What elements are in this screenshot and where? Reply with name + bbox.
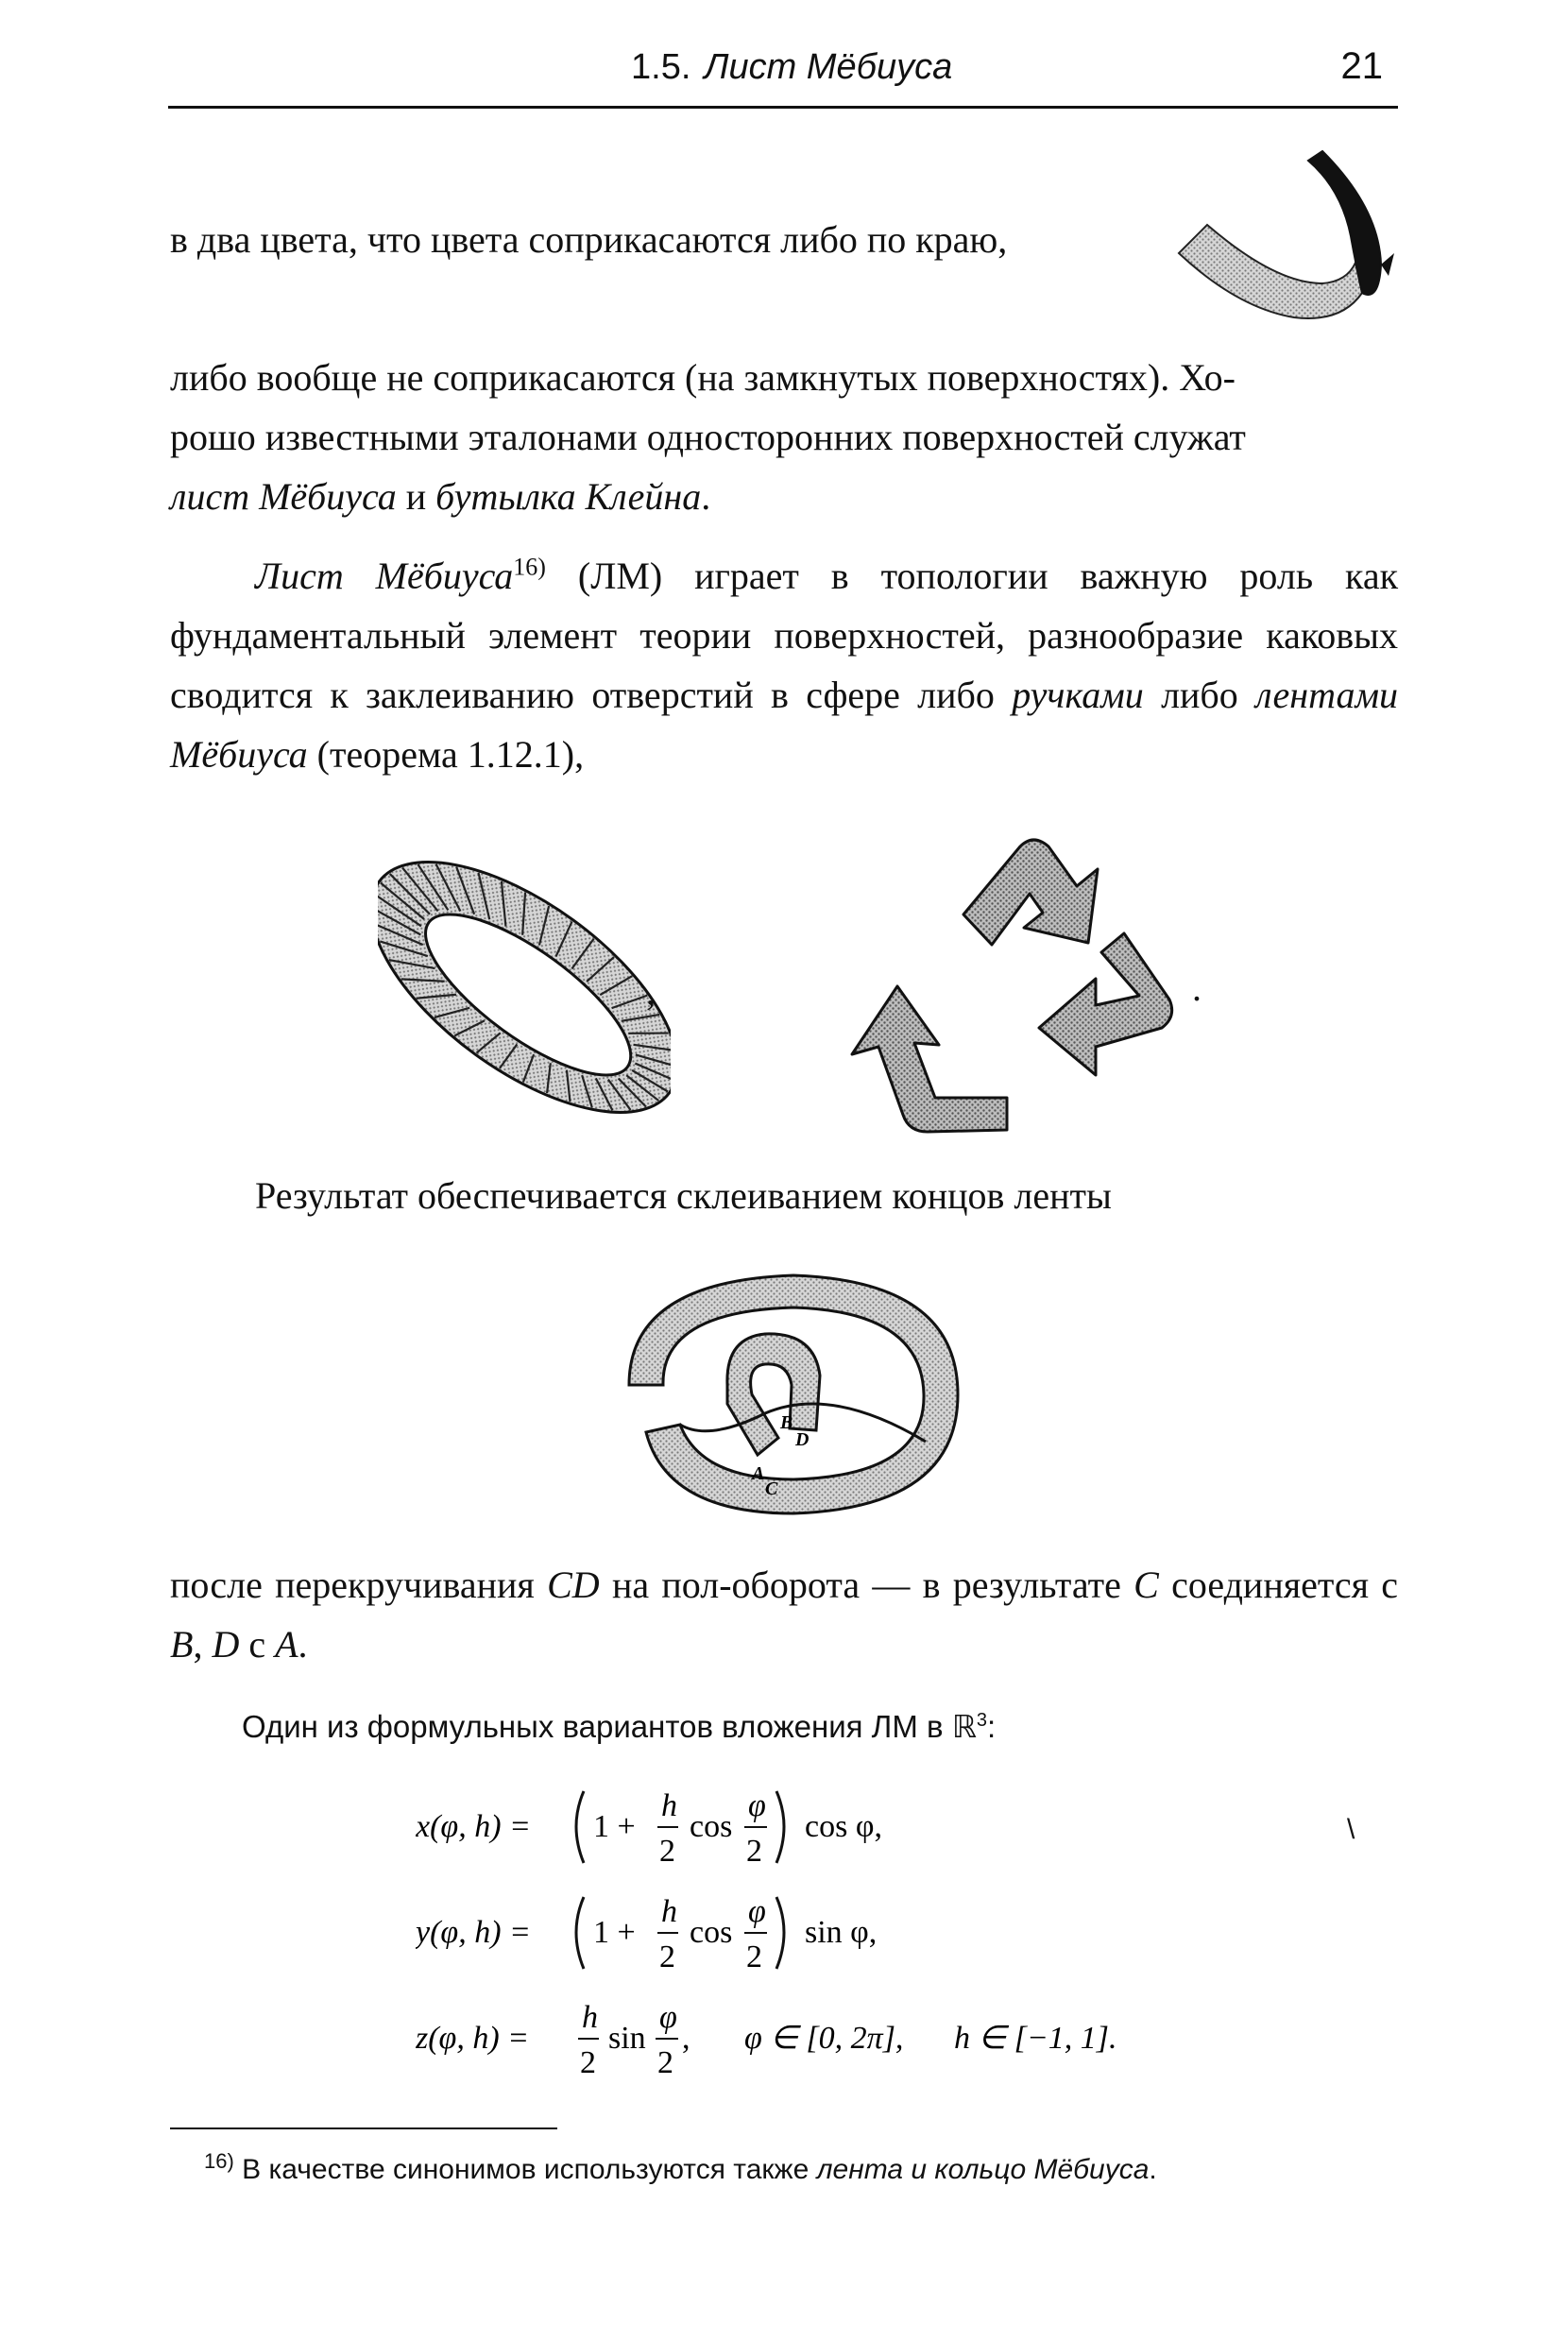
z-sin: sin — [608, 2021, 646, 2056]
r3-symbol: ℝ — [951, 1708, 977, 1745]
paragraph-5-t4: с — [248, 1623, 266, 1666]
figure-comma: , — [646, 970, 656, 1013]
x-lhs: x(φ, h) = — [416, 1809, 531, 1844]
x-two-1: 2 — [659, 1834, 675, 1869]
paragraph-3 — [170, 546, 1398, 784]
paragraph-3-text-3: (теорема 1.12.1), — [316, 733, 585, 776]
label-c: C — [765, 1478, 778, 1499]
z-two-2: 2 — [657, 2045, 673, 2080]
phi-range: φ ∈ [0, 2π], — [744, 2021, 904, 2056]
formula-y — [416, 1880, 982, 1984]
paragraph-2-line-1: либо вообще не соприкасаются (на замкнутых поверхностях). Хо- — [170, 356, 1236, 399]
formula-x — [416, 1774, 982, 1878]
paragraph-4-text: Результат обеспечивается склеиванием концов ленты — [255, 1174, 1112, 1217]
x-tail: cos φ, — [805, 1809, 882, 1844]
z-phi: φ — [659, 2000, 677, 2035]
y-cos: cos — [690, 1915, 733, 1950]
glued-strip-figure — [614, 1253, 973, 1536]
h-range: h ∈ [−1, 1]. — [954, 2021, 1117, 2056]
running-header — [170, 45, 1398, 102]
section-number: 1.5. — [631, 47, 691, 87]
paragraph-2-conj: и — [405, 475, 427, 518]
mobius-band-figure — [378, 798, 671, 1176]
formula-z — [416, 1986, 1171, 2090]
term-handles: ручками — [1012, 674, 1144, 716]
paragraph-5-t2: на пол-оборота — в результате — [611, 1564, 1121, 1606]
footnote-text: В качестве синонимов используются также — [242, 2154, 810, 2185]
paragraph-5-t1: после перекручивания — [170, 1564, 535, 1606]
section-heading — [631, 47, 952, 88]
label-b: B — [780, 1412, 793, 1433]
paragraph-3-text-2: либо — [1161, 674, 1238, 716]
stray-mark: \ — [1347, 1814, 1355, 1845]
paragraph-5 — [170, 1555, 1398, 1674]
z-lhs: z(φ, h) = — [416, 2021, 530, 2056]
paragraph-5-comma: , — [193, 1623, 203, 1666]
page-number: 21 — [1340, 45, 1383, 87]
formula-intro — [242, 1708, 996, 1745]
term-mobius-strip: лист Мёбиуса — [170, 475, 397, 518]
paragraph-2-line-2: рошо известными эталонами односторонних поверхностей служат — [170, 416, 1246, 458]
label-d: D — [795, 1429, 810, 1450]
y-lhs: y(φ, h) = — [416, 1915, 531, 1950]
var-c: C — [1133, 1564, 1159, 1606]
twisted-strip-figure — [1162, 142, 1417, 350]
y-h: h — [661, 1894, 677, 1929]
footnote-end: . — [1149, 2154, 1157, 2185]
term-mobius-strip-intro: Лист Мёбиуса — [255, 555, 514, 597]
paragraph-1 — [170, 210, 1124, 269]
recycling-symbol-figure — [841, 820, 1228, 1170]
x-phi: φ — [748, 1788, 766, 1823]
paragraph-4 — [255, 1166, 1389, 1225]
label-a: A — [752, 1463, 765, 1484]
var-d: D — [212, 1623, 240, 1666]
var-a: A — [275, 1623, 298, 1666]
section-title: Лист Мёбиуса — [704, 47, 953, 87]
header-rule — [168, 106, 1398, 109]
paragraph-2 — [170, 348, 1398, 526]
figure-dot: . — [1192, 966, 1202, 1009]
paragraph-5-end: . — [298, 1623, 308, 1666]
formula-intro-end: : — [986, 1709, 997, 1744]
var-cd: CD — [547, 1564, 600, 1606]
footnote-mark: 16) — [204, 2149, 234, 2173]
term-mobius-bands: лентами Мёбиуса — [170, 674, 1399, 776]
footnote-term: лента и кольцо Мёбиуса — [816, 2154, 1150, 2185]
y-phi: φ — [748, 1894, 766, 1929]
footnote-16 — [204, 2149, 1157, 2186]
x-two-2: 2 — [746, 1834, 762, 1869]
paragraph-1-text: в два цвета, что цвета соприкасаются либо по краю, — [170, 218, 1008, 261]
x-cos: cos — [690, 1809, 733, 1844]
y-tail: sin φ, — [805, 1915, 878, 1950]
term-klein-bottle: бутылка Клейна — [435, 475, 702, 518]
paragraph-3-text-1: (ЛМ) играет в топологии важную роль как фундаментальный элемент теории поверхностей, разнообразие каковых сводится к заклеиванию отверстий в сфере либо — [170, 555, 1399, 716]
footnote-ref-16: 16) — [513, 553, 546, 581]
r3-exponent: 3 — [976, 1710, 987, 1731]
y-two-2: 2 — [746, 1939, 762, 1974]
y-one-plus: 1 + — [593, 1915, 636, 1950]
formula-intro-text: Один из формульных вариантов вложения ЛМ в — [242, 1709, 944, 1744]
z-h: h — [582, 2000, 598, 2035]
paragraph-5-t3: соединяется с — [1171, 1564, 1399, 1606]
footnote-rule — [170, 2127, 557, 2129]
z-comma: , — [682, 2021, 690, 2056]
y-two-1: 2 — [659, 1939, 675, 1974]
z-two-1: 2 — [580, 2045, 596, 2080]
paragraph-2-end: . — [701, 475, 711, 518]
x-one-plus: 1 + — [593, 1809, 636, 1844]
var-b: B — [170, 1623, 194, 1666]
x-h: h — [661, 1788, 677, 1823]
